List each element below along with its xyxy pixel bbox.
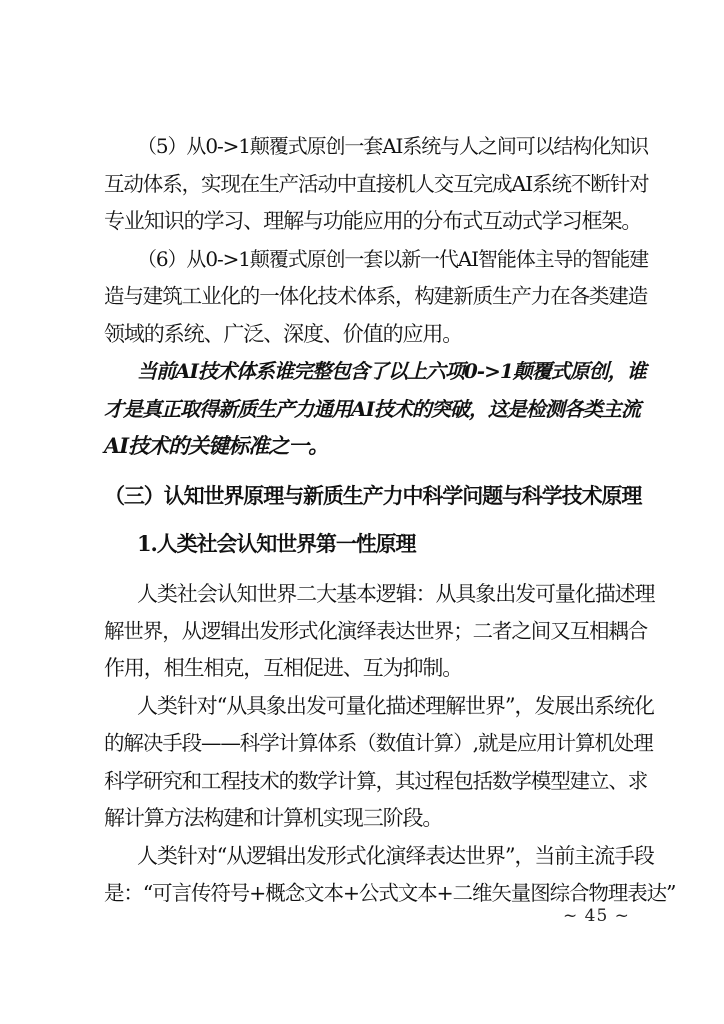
body-2-line-3: 科学研究和工程技术的数学计算，其过程包括数学模型建立、求 [104,769,648,793]
paragraph-6-line-3: 领域的系统、广泛、深度、价值的应用。 [104,322,463,346]
paragraph-5-line-2: 互动体系，实现在生产活动中直接机人交互完成AI系统不断针对 [104,172,649,196]
body-2-line-1: 人类针对“从具象出发可量化描述理解世界”，发展出系统化 [137,694,654,718]
body-1-line-1: 人类社会认知世界二大基本逻辑：从具象出发可量化描述理 [137,582,655,606]
body-1-line-3: 作用，相生相克，互相促进、互为抑制。 [104,656,463,680]
paragraph-6-line-1: （6）从0->1颠覆式原创一套以新一代AI智能体主导的智能建 [137,247,649,271]
body-3-line-2: 是：“可言传符号+概念文本+公式文本+二维矢量图综合物理表达” [104,881,676,905]
body-2-line-4: 解计算方法构建和计算机实现三阶段。 [104,806,443,830]
paragraph-5-line-3: 专业知识的学习、理解与功能应用的分布式互动式学习框架。 [104,209,642,233]
paragraph-5-line-1: （5）从0->1颠覆式原创一套AI系统与人之间可以结构化知识 [137,134,649,158]
emphasis-line-3: AI技术的关键标准之一。 [104,433,329,458]
body-3-line-1: 人类针对“从逻辑出发形式化演绎表达世界”，当前主流手段 [137,844,654,868]
section-heading: （三）认知世界原理与新质生产力中科学问题与科学技术原理 [104,483,642,508]
paragraph-6-line-2: 造与建筑工业化的一体化技术体系，构建新质生产力在各类建造 [104,284,648,308]
body-1-line-2: 解世界，从逻辑出发形式化演绎表达世界；二者之间又互相耦合 [104,619,648,643]
sub-heading: 1.人类社会认知世界第一性原理 [137,531,416,556]
emphasis-line-2: 才是真正取得新质生产力通用AI技术的突破，这是检测各类主流 [104,397,640,421]
emphasis-line-1: 当前AI技术体系谁完整包含了以上六项0->1颠覆式原创，谁 [137,359,646,383]
body-2-line-2: 的解决手段——科学计算体系（数值计算）,就是应用计算机处理 [104,731,653,755]
page-number: ~ 45 ~ [563,906,630,926]
